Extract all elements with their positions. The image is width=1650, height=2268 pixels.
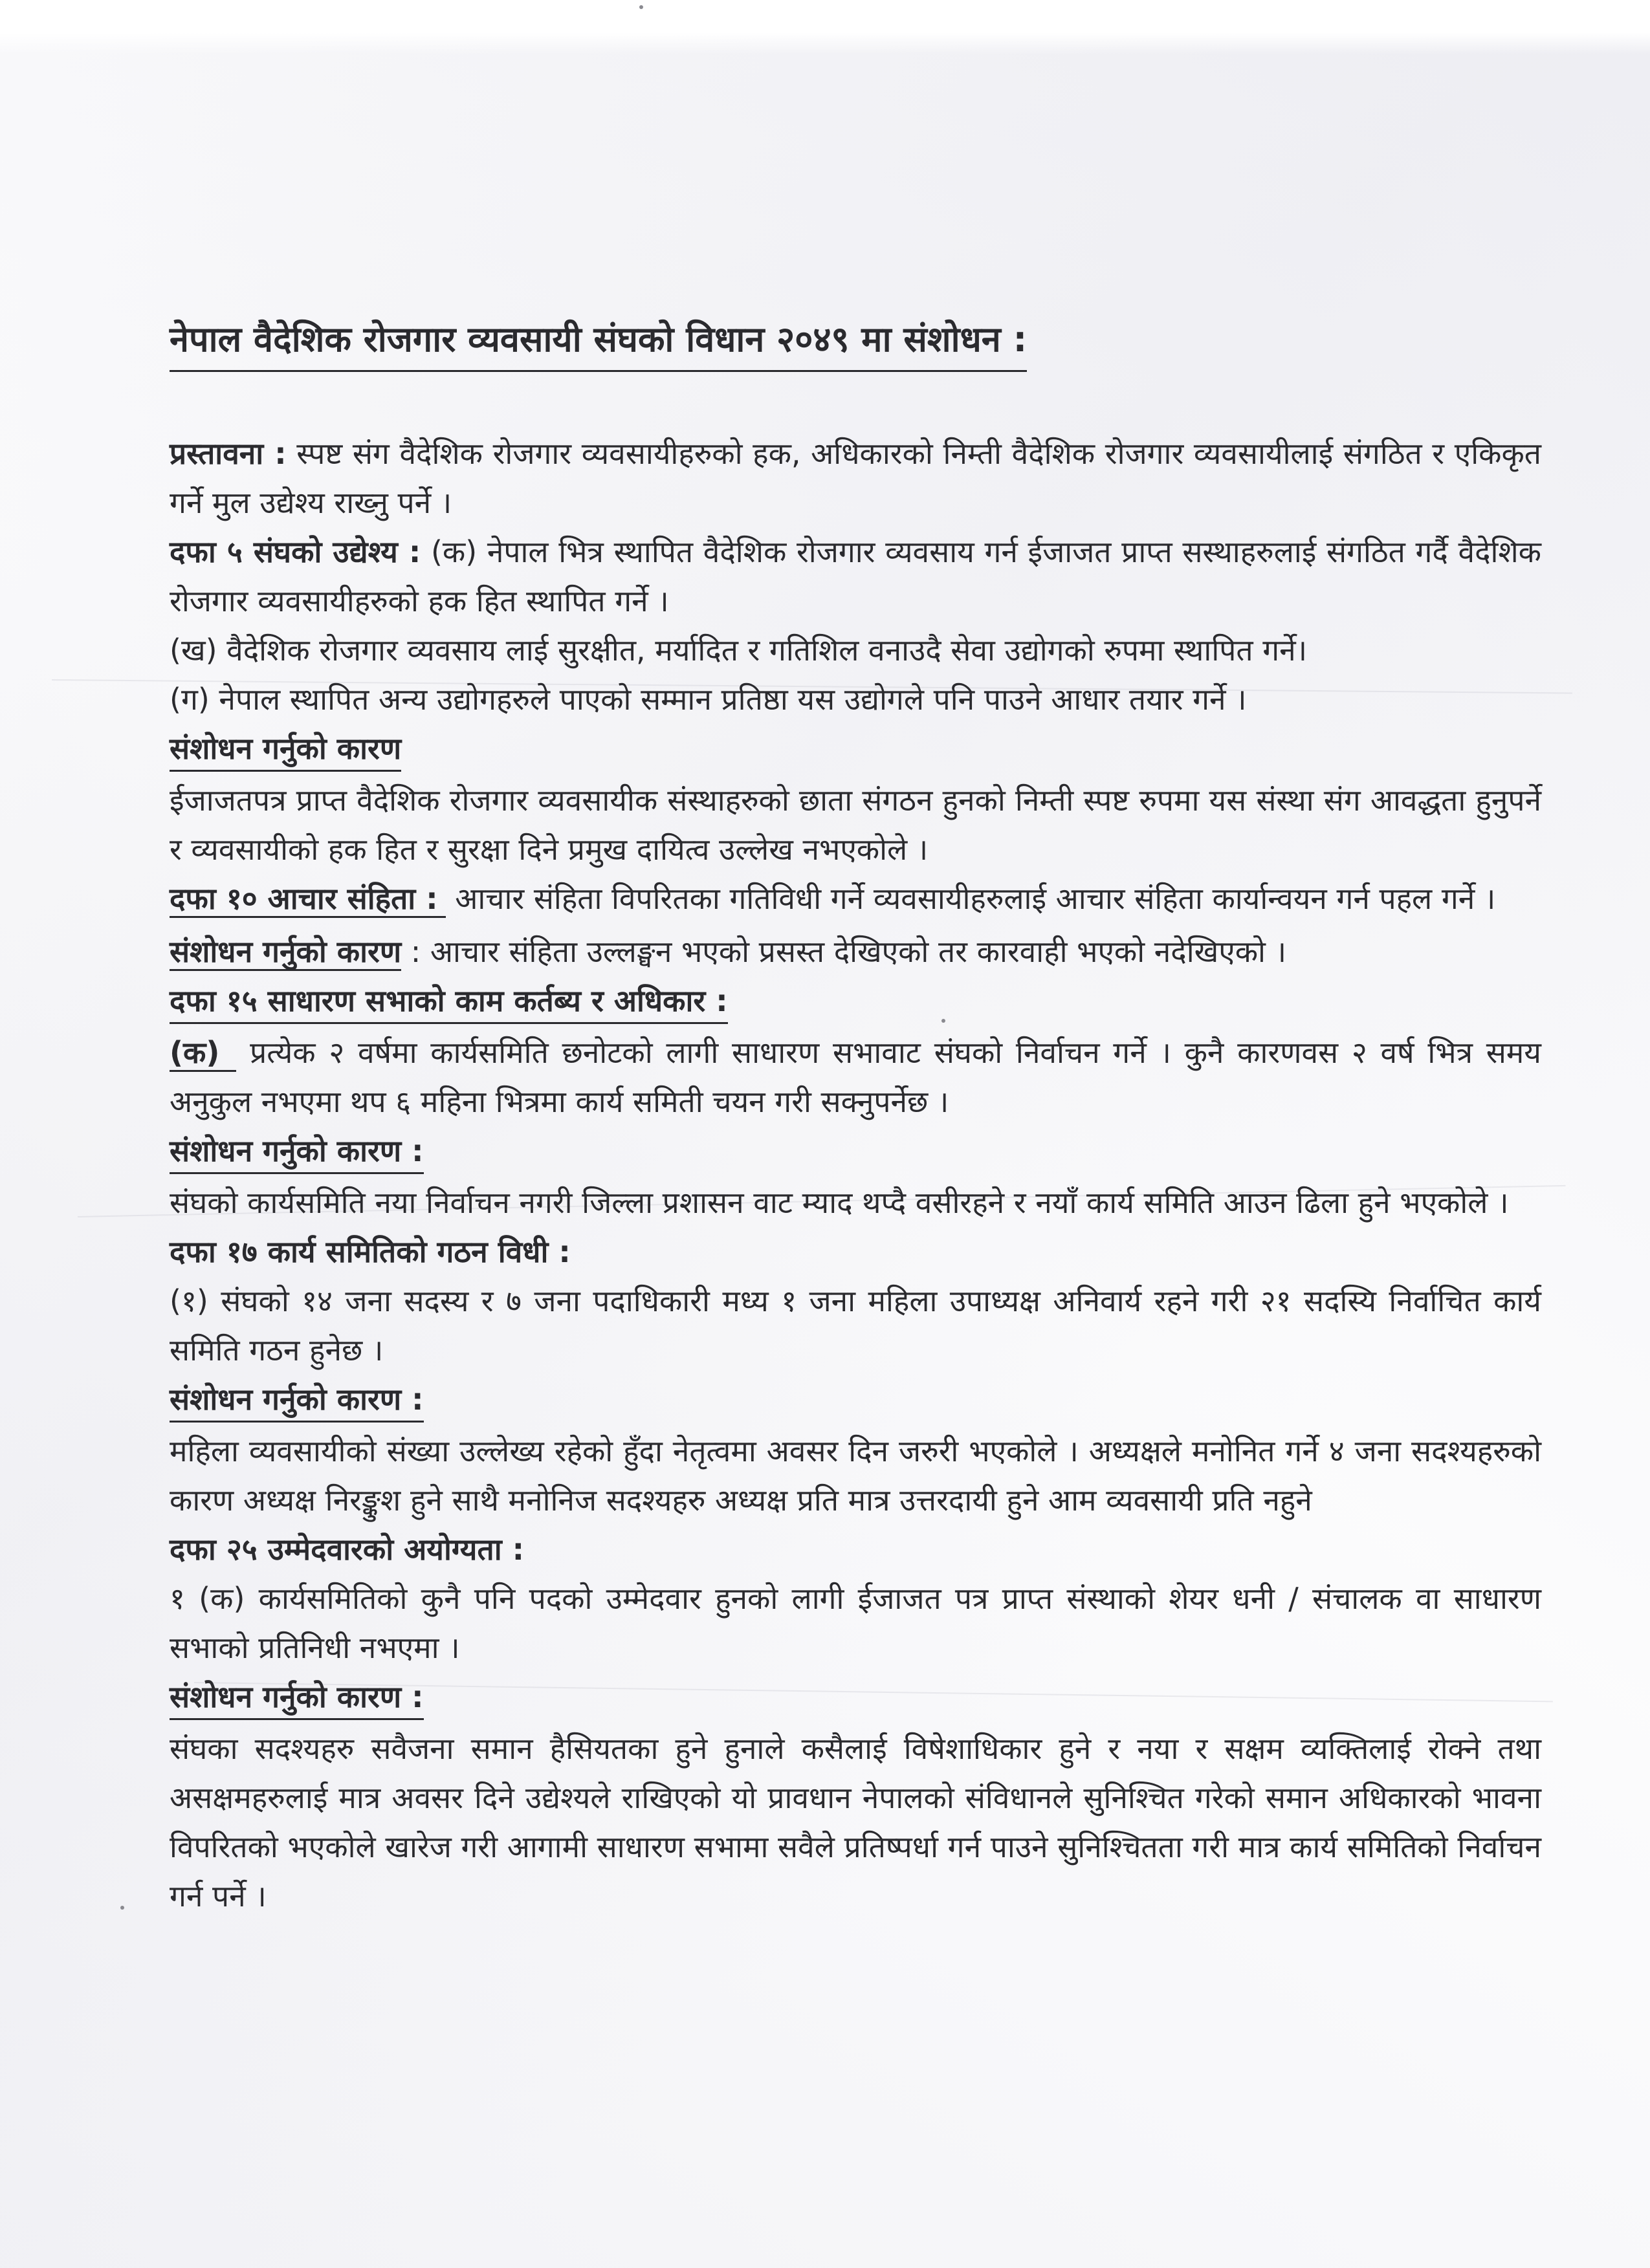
section10-label: दफा १० आचार संहिता : bbox=[170, 881, 446, 918]
section5-paragraph bbox=[170, 527, 1541, 626]
section25-reason-heading: संशोधन गर्नुको कारण : bbox=[170, 1675, 424, 1720]
section15-item-paragraph bbox=[170, 1028, 1541, 1126]
section10-reason-paragraph bbox=[170, 927, 1541, 976]
section10-paragraph bbox=[170, 874, 1541, 923]
preamble-label: प्रस्तावना : bbox=[170, 436, 287, 471]
section17-reason-heading: संशोधन गर्नुको कारण : bbox=[170, 1378, 424, 1423]
section15-reason-heading: संशोधन गर्नुको कारण : bbox=[170, 1129, 424, 1174]
preamble-paragraph bbox=[170, 429, 1541, 527]
section17-text: (१) संघको १४ जना सदस्य र ७ जना पदाधिकारी मध्य १ जना महिला उपाध्यक्ष अनिवार्य रहने गरी २१ सदस्यि निर्वाचित कार्य समिति गठन हुनेछ । bbox=[170, 1283, 1541, 1368]
section25-heading: दफा २५ उम्मेदवारको अयोग्यता : bbox=[170, 1532, 525, 1567]
section25-reason-text: संघका सदश्यहरु सवैजना समान हैसियतका हुने हुनाले कसैलाई विषेशाधिकार हुने र नया र सक्षम व्यक्तिलाई रोक्ने तथा असक्षमहरुलाई मात्र अवसर दिने उद्येश्यले राखिएको यो प्रावधान नेपालको संविधानले सुनिश्चित गरेको समान अधिकारको भावना विपरितको भएकोले खारेज गरी आगामी साधारण सभामा सवैले प्रतिष्पर्धा गर्न पाउने सुनिश्चितता गरी मात्र कार्य समितिको निर्वाचन गर्न पर्ने । bbox=[170, 1731, 1541, 1914]
paper-speck bbox=[639, 5, 643, 9]
section25-text: १ (क) कार्यसमितिको कुनै पनि पदको उम्मेदवार हुनको लागी ईजाजत पत्र प्राप्त संस्थाको शेयर धनी / संचालक वा साधारण सभाको प्रतिनिधी नभएमा । bbox=[170, 1581, 1541, 1665]
section10-reason-label: संशोधन गर्नुको कारण bbox=[170, 934, 401, 971]
section10-reason-text: : आचार संहिता उल्लङ्घन भएको प्रसस्त देखिएको तर कारवाही भएको नदेखिएको । bbox=[401, 934, 1286, 969]
section15-heading: दफा १५ साधारण सभाको काम कर्तब्य र अधिकार : bbox=[170, 979, 728, 1024]
document-title: नेपाल वैदेशिक रोजगार व्यवसायी संघको विधान २०४९ मा संशोधन : bbox=[170, 311, 1027, 372]
document-body bbox=[170, 311, 1541, 1921]
section5-item-ga: (ग) नेपाल स्थापित अन्य उद्योगहरुले पाएको सम्मान प्रतिष्ठा यस उद्योगले पनि पाउने आधार तयार गर्ने । bbox=[170, 682, 1247, 717]
section5-text-ka: (क) नेपाल भित्र स्थापित वैदेशिक रोजगार व्यवसाय गर्न ईजाजत प्राप्त सस्थाहरुलाई संगठित गर्दै वैदेशिक रोजगार व्यवसायीहरुको हक हित स्थापित गर्ने । bbox=[170, 534, 1542, 618]
section15-item-text: प्रत्येक २ वर्षमा कार्यसमिति छनोटको लागी साधारण सभावाट संघको निर्वाचन गर्ने । कुनै कारणवस २ वर्ष भित्र समय अनुकुल नभएमा थप ६ महिना भित्रमा कार्य समिती चयन गरी सक्नुपर्नेछ । bbox=[170, 1035, 1541, 1119]
section5-reason-heading: संशोधन गर्नुको कारण bbox=[170, 727, 401, 772]
section5-label: दफा ५ संघको उद्येश्य : bbox=[170, 534, 421, 569]
section5-reason-text: ईजाजतपत्र प्राप्त वैदेशिक रोजगार व्यवसायीक संस्थाहरुको छाता संगठन हुनको निम्ती स्पष्ट रुपमा यस संस्था संग आवद्धता हुनुपर्ने र व्यवसायीको हक हित र सुरक्षा दिने प्रमुख दायित्व उल्लेख नभएकोले । bbox=[170, 783, 1541, 867]
scan-top-margin bbox=[0, 0, 1650, 54]
paper-speck bbox=[120, 1906, 124, 1910]
section15-reason-text: संघको कार्यसमिति नया निर्वाचन नगरी जिल्ला प्रशासन वाट म्याद थप्दै वसीरहने र नयाँ कार्य समिति आउन ढिला हुने भएकोले । bbox=[170, 1185, 1509, 1220]
section17-reason-text: महिला व्यवसायीको संख्या उल्लेख्य रहेको हुँदा नेतृत्वमा अवसर दिन जरुरी भएकोले । अध्यक्षले मनोनित गर्ने ४ जना सदश्यहरुको कारण अध्यक्ष निरङ्कुश हुने साथै मनोनिज सदश्यहरु अध्यक्ष प्रति मात्र उत्तरदायी हुने आम व्यवसायी प्रति नहुने bbox=[170, 1434, 1541, 1518]
section10-text: आचार संहिता विपरितका गतिविधी गर्ने व्यवसायीहरुलाई आचार संहिता कार्यान्वयन गर्न पहल गर्ने । bbox=[445, 881, 1496, 916]
section17-heading: दफा १७ कार्य समितिको गठन विधी : bbox=[170, 1234, 571, 1269]
preamble-text: स्पष्ट संग वैदेशिक रोजगार व्यवसायीहरुको हक, अधिकारको निम्ती वैदेशिक रोजगार व्यवसायीलाई संगठित र एकिकृत गर्ने मुल उद्येश्य राख्नु पर्ने । bbox=[170, 436, 1541, 520]
section15-item-label: (क) bbox=[170, 1035, 236, 1072]
section5-item-kha: (ख) वैदेशिक रोजगार व्यवसाय लाई सुरक्षीत, मर्यादित र गतिशिल वनाउदै सेवा उद्योगको रुपमा स्थापित गर्ने। bbox=[170, 633, 1308, 668]
